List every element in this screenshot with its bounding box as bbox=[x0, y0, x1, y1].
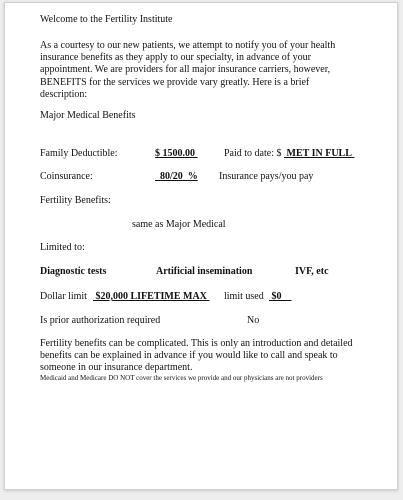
service-diagnostic-tests: Diagnostic tests bbox=[40, 266, 107, 277]
coinsurance-value: 80/20 % bbox=[160, 171, 198, 182]
service-ivf: IVF, etc bbox=[295, 266, 329, 277]
service-artificial-insemination: Artificial insemination bbox=[156, 266, 253, 277]
limit-used-value: $0 bbox=[271, 291, 282, 302]
document-page bbox=[4, 2, 398, 490]
prior-authorization-label: Is prior authorization required bbox=[40, 315, 161, 326]
coinsurance-label: Coinsurance: bbox=[40, 171, 93, 182]
family-deductible-value: $ 1500.00 bbox=[155, 148, 195, 159]
welcome-line: Welcome to the Fertility Institute bbox=[40, 14, 173, 25]
intro-paragraph: As a courtesy to our new patients, we attempt to notify you of your health insurance benefits as they apply to our specialty, in advance of your appointment. We are providers for all major insurance carriers, however, BENEFITS for the services we provide vary greatly. Here is a brief description: bbox=[40, 40, 336, 100]
major-medical-heading: Major Medical Benefits bbox=[40, 110, 136, 121]
prior-authorization-value: No bbox=[247, 315, 260, 326]
closing-paragraph: Fertility benefits can be complicated. This is only an introduction and detailed benefits can be explained in advance if you would like to call and speak to someone in our insurance department. bbox=[40, 338, 353, 374]
coinsurance-note: Insurance pays/you pay bbox=[219, 171, 314, 182]
dollar-limit-value: $20,000 LIFETIME MAX bbox=[95, 291, 207, 302]
medicaid-footnote: Medicaid and Medicare DO NOT cover the services we provide and our physicians are not providers bbox=[40, 374, 323, 382]
limited-to-label: Limited to: bbox=[40, 242, 85, 253]
same-as-major-medical: same as Major Medical bbox=[132, 219, 226, 230]
family-deductible-label: Family Deductible: bbox=[40, 148, 118, 159]
paid-to-date-value: MET IN FULL bbox=[286, 148, 352, 159]
paid-to-date-label: Paid to date: $ bbox=[224, 148, 282, 159]
dollar-limit-label: Dollar limit bbox=[40, 291, 87, 302]
fertility-benefits-heading: Fertility Benefits: bbox=[40, 195, 111, 206]
limit-used-label: limit used bbox=[224, 291, 264, 302]
